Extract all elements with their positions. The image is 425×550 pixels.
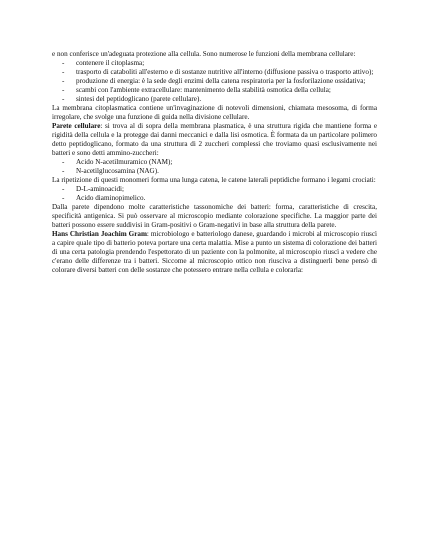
paragraph-tassonomia: Dalla parete dipendono molte caratteristiche tassonomiche dei batteri: forma, caratteristiche di crescita, specificità antigenica. Si può osservare al microscopio mediante colorazione specifiche. La maggior parte dei batteri possono essere suddivisi in Gram-positivi o Gram-negativi in base alla struttura della parete. [52, 203, 377, 229]
list-item: - contenere il citoplasma; [52, 59, 377, 68]
list-item: - Acido N-acetilmuramico (NAM); [52, 158, 377, 167]
list-item: - trasporto di cataboliti all'esterno e di sostanze nutritive all'interno (diffusione passiva o trasporto attivo); [52, 68, 377, 77]
list-item: - D-L-aminoacidi; [52, 185, 377, 194]
list-item: - produzione di energia: è la sede degli enzimi della catena respiratoria per la fosforilazione ossidativa; [52, 77, 377, 86]
paragraph-gram [52, 230, 377, 275]
paragraph-catene: La ripetizione di questi monomeri forma una lunga catena, le catene laterali peptidiche formano i legami crociati: [52, 176, 376, 184]
term-parete-cellulare: Parete cellulare [52, 122, 101, 130]
paragraph-parete-text: : si trova al di sopra della membrana plasmatica, è una struttura rigida che mantiene forma e rigidità della cellula e la protegge dai danni meccanici e dalla lisi osmotica. È formata da un particolare polimero detto peptidoglicano, formato da una struttura di 2 zuccheri complessi che troviamo quasi esclusivamente nei batteri e sono detti ammino-zuccheri: [52, 122, 378, 157]
term-gram: Hans Christian Joachim Gram [52, 230, 147, 238]
list-item: - scambi con l'ambiente extracellulare: mantenimento della stabilità osmotica della cellula; [52, 86, 377, 95]
membrane-functions-list [52, 59, 377, 104]
crosslinks-list [52, 185, 377, 203]
list-item: - Acido diaminopimelico. [52, 194, 377, 203]
paragraph-gram-text: : microbiologo e batteriologo danese, guardando i microbi al microscopio riuscì a capire quale tipo di batterio poteva portare una certa malattia. Mise a punto un sistema di colorazione dei batteri di una certa patologia prendendo l'espettorato di un paziente con la polmonite, al microscopio riuscì a vedere che c'erano delle differenze tra i batteri. Siccome al microscopio ottico non riusciva a distinguerli bene pensò di colorare diversi batteri con delle sostanze che potessero entrare nella cellula e colorarla: [52, 230, 377, 274]
paragraph-mesosoma: La membrana citoplasmatica contiene un'invaginazione di notevoli dimensioni, chiamata mesosoma, di forma irregolare, che svolge una funzione di guida nella divisione cellulare. [52, 104, 377, 121]
paragraph-parete-cellulare [52, 122, 377, 158]
list-item: - sintesi del peptidoglicano (parete cellulare). [52, 95, 377, 104]
amino-sugars-list [52, 158, 377, 176]
list-item: - N-acetilglucosamina (NAG). [52, 167, 377, 176]
paragraph-membrane-intro: e non conferisce un'adeguata protezione alla cellula. Sono numerose le funzioni della membrana cellulare: [52, 50, 356, 58]
